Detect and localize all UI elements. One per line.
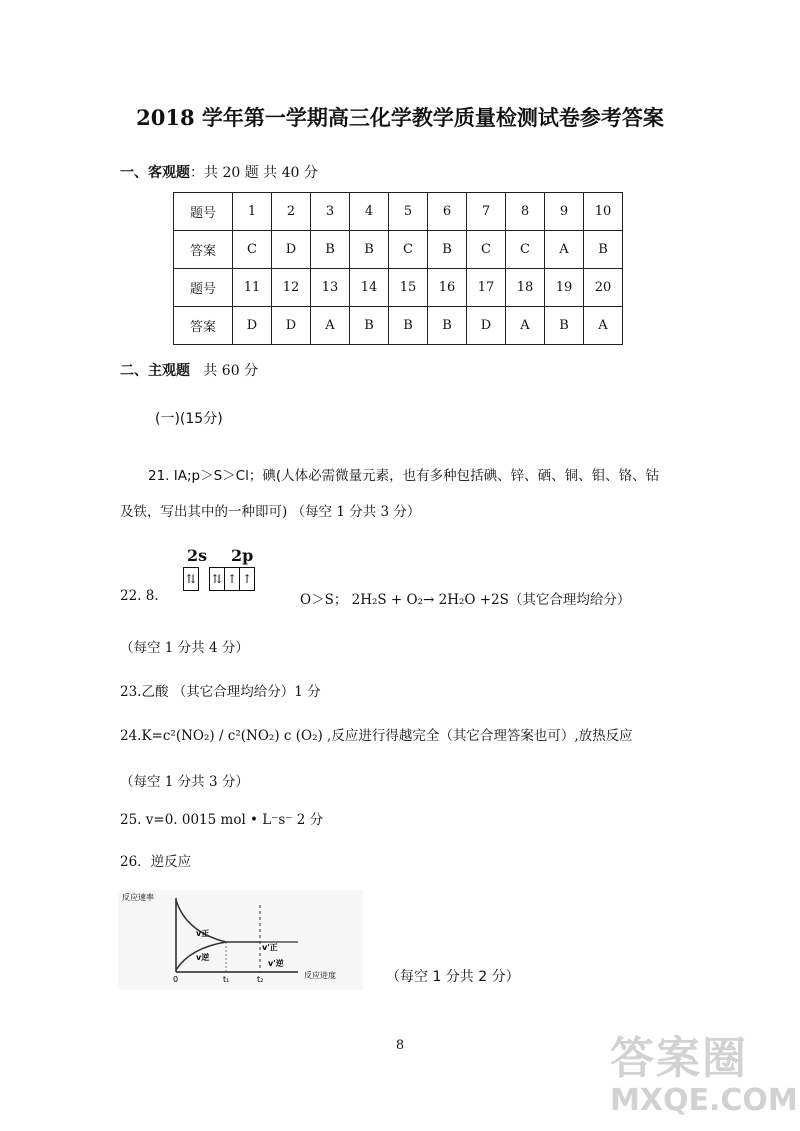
q21-line2: 及铁，写出其中的一种即可) （每空 1 分共 3 分）	[120, 504, 421, 520]
table-cell: A	[584, 307, 623, 345]
section-subjective-suffix: 共 60 分	[203, 363, 259, 379]
graph-t2: t₂	[257, 975, 264, 984]
part-one-heading: (一)(15分)	[155, 411, 223, 427]
rate-graph	[118, 890, 363, 990]
section-objective-heading	[120, 162, 318, 182]
table-cell: A	[545, 231, 584, 269]
table-cell: D	[272, 231, 311, 269]
table-cell: C	[389, 231, 428, 269]
table-row	[174, 307, 623, 345]
table-cell: 9	[545, 193, 584, 231]
section-objective-suffix: ：共 20 题 共 40 分	[190, 165, 318, 181]
table-cell: 11	[233, 269, 272, 307]
watermark-text-1: 答案圈	[610, 1033, 748, 1084]
table-row	[174, 269, 623, 307]
graph-v-reverse: v逆	[196, 953, 210, 962]
table-cell: B	[350, 307, 389, 345]
table-row-header: 题号	[174, 269, 233, 307]
graph-origin: 0	[173, 975, 179, 984]
orbital-2s-box	[183, 567, 199, 591]
answer-table	[173, 192, 623, 345]
table-cell: A	[311, 307, 350, 345]
q24-score: （每空 1 分共 3 分）	[120, 774, 249, 790]
section-subjective-label: 二、主观题	[120, 363, 190, 379]
table-cell: C	[506, 231, 545, 269]
table-cell: 1	[233, 193, 272, 231]
table-row-header: 题号	[174, 193, 233, 231]
table-cell: 3	[311, 193, 350, 231]
q22-score: （每空 1 分共 4 分）	[120, 640, 249, 656]
table-cell: 16	[428, 269, 467, 307]
table-cell: B	[545, 307, 584, 345]
table-cell: 20	[584, 269, 623, 307]
table-cell: D	[233, 307, 272, 345]
table-row-header: 答案	[174, 231, 233, 269]
q24-answer: 24.K=c²(NO₂) / c²(NO₂) c (O₂) ,反应进行得越完全（其它合理答案也可）,放热反应	[120, 728, 633, 744]
table-row-header: 答案	[174, 307, 233, 345]
q22-prefix: 22. 8.	[120, 588, 159, 604]
table-cell: A	[506, 307, 545, 345]
table-cell: D	[272, 307, 311, 345]
table-cell: B	[428, 307, 467, 345]
orbital-2s-cell: ⇅	[185, 572, 197, 586]
graph-v-forward-prime: v'正	[262, 943, 278, 952]
section-subjective-heading	[120, 360, 258, 380]
table-cell: 10	[584, 193, 623, 231]
table-cell: 18	[506, 269, 545, 307]
q21-line1: 21. IA;p＞S＞Cl；碘(人体必需微量元素，也有多种包括碘、锌、硒、铜、钼、铬、钴	[148, 468, 660, 484]
q22-answer: O＞S； 2H₂S + O₂→ 2H₂O +2S（其它合理均给分）	[300, 592, 631, 608]
table-cell: B	[428, 231, 467, 269]
q23-answer: 23.乙酸 （其它合理均给分）1 分	[120, 684, 321, 700]
table-cell: 6	[428, 193, 467, 231]
table-cell: 17	[467, 269, 506, 307]
table-cell: 15	[389, 269, 428, 307]
table-cell: C	[467, 231, 506, 269]
page-number: 8	[395, 1038, 405, 1053]
orbital-2p-cell-2: ↑	[225, 568, 240, 590]
table-cell: D	[467, 307, 506, 345]
table-row	[174, 231, 623, 269]
table-cell: B	[584, 231, 623, 269]
table-cell: 2	[272, 193, 311, 231]
orbital-2p-box	[209, 567, 255, 591]
graph-v-reverse-prime: v'逆	[268, 959, 284, 968]
table-cell: B	[311, 231, 350, 269]
q26-answer: 26．逆反应	[120, 854, 192, 870]
table-row	[174, 193, 623, 231]
orbital-2p-label: 2p	[231, 546, 254, 565]
orbital-2p-cell-1: ⇅	[210, 568, 225, 590]
page-title: 2018 学年第一学期高三化学教学质量检测试卷参考答案	[136, 105, 664, 130]
table-cell: 8	[506, 193, 545, 231]
table-cell: 4	[350, 193, 389, 231]
orbital-2p-cell-3: ↑	[241, 572, 253, 586]
table-cell: 5	[389, 193, 428, 231]
graph-ylabel: 反应速率	[122, 893, 154, 902]
graph-t1: t₁	[223, 975, 230, 984]
table-cell: 14	[350, 269, 389, 307]
table-cell: B	[389, 307, 428, 345]
watermark-logo	[610, 1035, 798, 1119]
q26-score: （每空 1 分共 2 分）	[386, 969, 520, 985]
table-cell: 7	[467, 193, 506, 231]
watermark-text-2: MXQE.COM	[610, 1083, 798, 1118]
graph-xlabel: 反应进度	[304, 971, 336, 980]
table-cell: 13	[311, 269, 350, 307]
table-cell: 12	[272, 269, 311, 307]
table-cell: 19	[545, 269, 584, 307]
q25-answer: 25. v=0. 0015 mol • L⁻s⁻ 2 分	[120, 812, 324, 828]
table-cell: B	[350, 231, 389, 269]
graph-v-forward: v正	[196, 929, 210, 938]
table-cell: C	[233, 231, 272, 269]
section-objective-label: 一、客观题	[120, 165, 190, 181]
orbital-2s-label: 2s	[187, 546, 208, 565]
